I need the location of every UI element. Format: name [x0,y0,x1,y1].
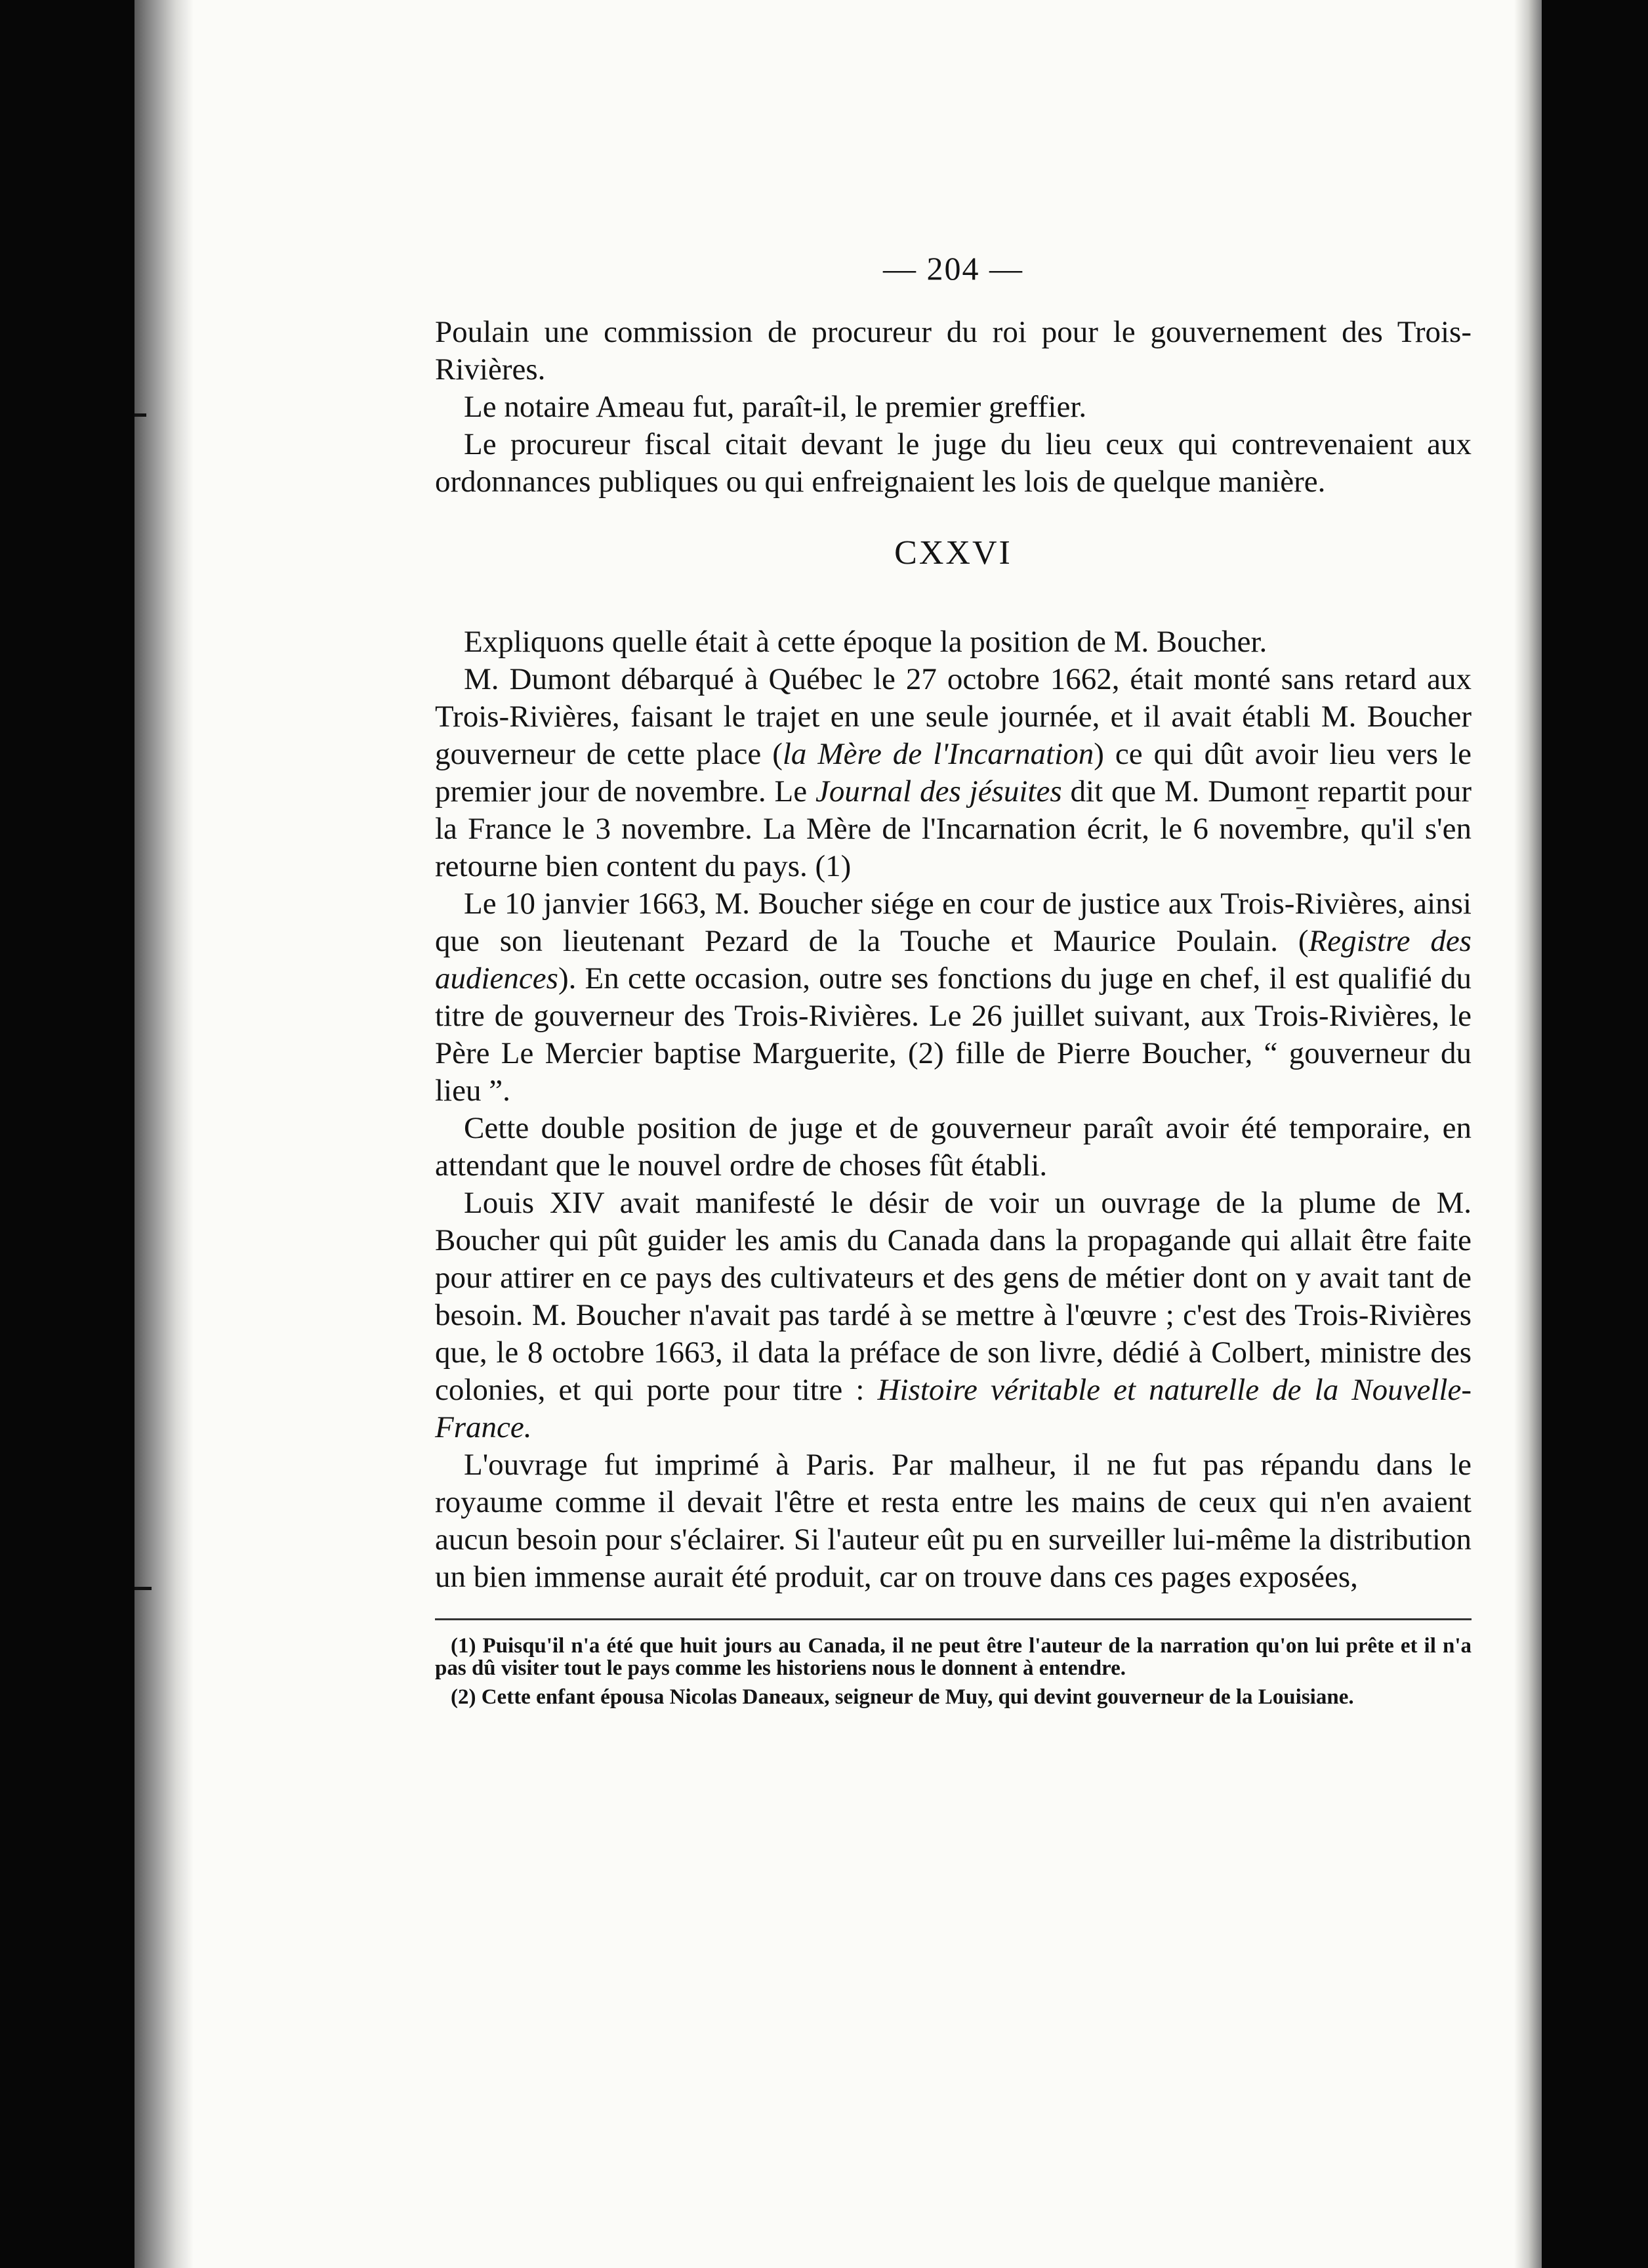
text-run: ) ce qui dût avoir lieu vers le premier jour de novembre. Le [435,737,1472,808]
paragraph: Cette double position de juge et de gouverneur paraît avoir été temporaire, en attendant que le nouvel ordre de choses fût établi. [435,1111,1472,1183]
text-run: Louis XIV avait manifesté le désir de voir un ouvrage de la plume de M. Boucher qui pût guider les amis du Canada dans la propagande qui allait être faite pour attirer en ce pays des cultivateurs et des gens de métier dont on y avait tant de besoin. M. Boucher n'avait pas tardé à se mettre à l'œuvre ; c'est des Trois-Rivières que, le 8 octobre 1663, il data la préface de son livre, dédié à Colbert, ministre des colonies, et qui porte pour titre : [435,1186,1472,1407]
text-run: Le 10 janvier 1663, M. Boucher siége en cour de justice aux Trois-Rivières, ainsi que son lieutenant Pezard de la Touche et Maurice Poulain. ( [435,887,1472,958]
italic-text: Histoire véritable et naturelle de la Nouvelle-France. [435,1373,1472,1444]
paragraph [435,661,1472,885]
intro-paragraph: Le notaire Ameau fut, paraît-il, le premier greffier. [464,390,1087,424]
italic-text: Journal des jésuites [815,774,1062,808]
paragraph: L'ouvrage fut imprimé à Paris. Par malheur, il ne fut pas répandu dans le royaume comme il devait l'être et resta entre les mains de ceux qui n'en avaient aucun besoin pour s'éclairer. Si l'auteur eût pu en surveiller lui-même la distribution un bien immense aurait été produit, car on trouve dans ces pages exposées, [435,1448,1472,1594]
text-run: ). En cette occasion, outre ses fonctions du juge en chef, il est qualifié du titre de gouverneur des Trois-Rivières. Le 26 juillet suivant, aux Trois-Rivières, le Père Le Mercier baptise Marguerite, (2) fille de Pierre Boucher, “ gouverneur du lieu ”. [435,961,1472,1108]
footnote: (1) Puisqu'il n'a été que huit jours au Canada, il ne peut être l'auteur de la narration qu'on lui prête et il n'a pas dû visiter tout le pays comme les historiens nous le donnent à entendre. [435,1634,1472,1680]
italic-text: la Mère de l'Incarnation [782,737,1094,771]
intro-paragraph: Le procureur fiscal citait devant le juge du lieu ceux qui contrevenaient aux ordonnances publiques ou qui enfreignaient les lois de quelque manière. [435,427,1472,499]
left-edge-mark [134,1587,152,1590]
paragraph [435,1185,1472,1446]
gutter-shadow [134,0,194,2268]
left-edge-mark [134,413,146,417]
text-run: M. Dumont débarqué à Québec le 27 octobre 1662, était monté sans retard aux Trois-Rivières, faisant le trajet en une seule journée, et il avait établi M. Boucher gouverneur de cette place ( [435,662,1472,771]
footnote: (2) Cette enfant épousa Nicolas Daneaux, seigneur de Muy, qui devint gouverneur de la Louisiane. [451,1685,1354,1709]
text-column [435,249,1472,1715]
paragraph [435,885,1472,1110]
intro-paragraph: Poulain une commission de procureur du roi pour le gouvernement des Trois-Rivières. [435,315,1472,387]
italic-text: Registre des audiences [435,924,1472,996]
footnote-rule [435,1618,1472,1620]
paragraph: Expliquons quelle était à cette époque la position de M. Boucher. [464,625,1267,659]
scanned-page [134,0,1542,2268]
text-run: dit que M. Dumont repartit pour la France le 3 novembre. La Mère de l'Incarnation écrit, le 6 novembre, qu'il s'en retourne bien content du pays. (1) [435,774,1472,883]
page-number: — 204 — [883,250,1023,287]
section-heading: CXXVI [894,534,1012,572]
right-page-edge [1514,0,1542,2268]
